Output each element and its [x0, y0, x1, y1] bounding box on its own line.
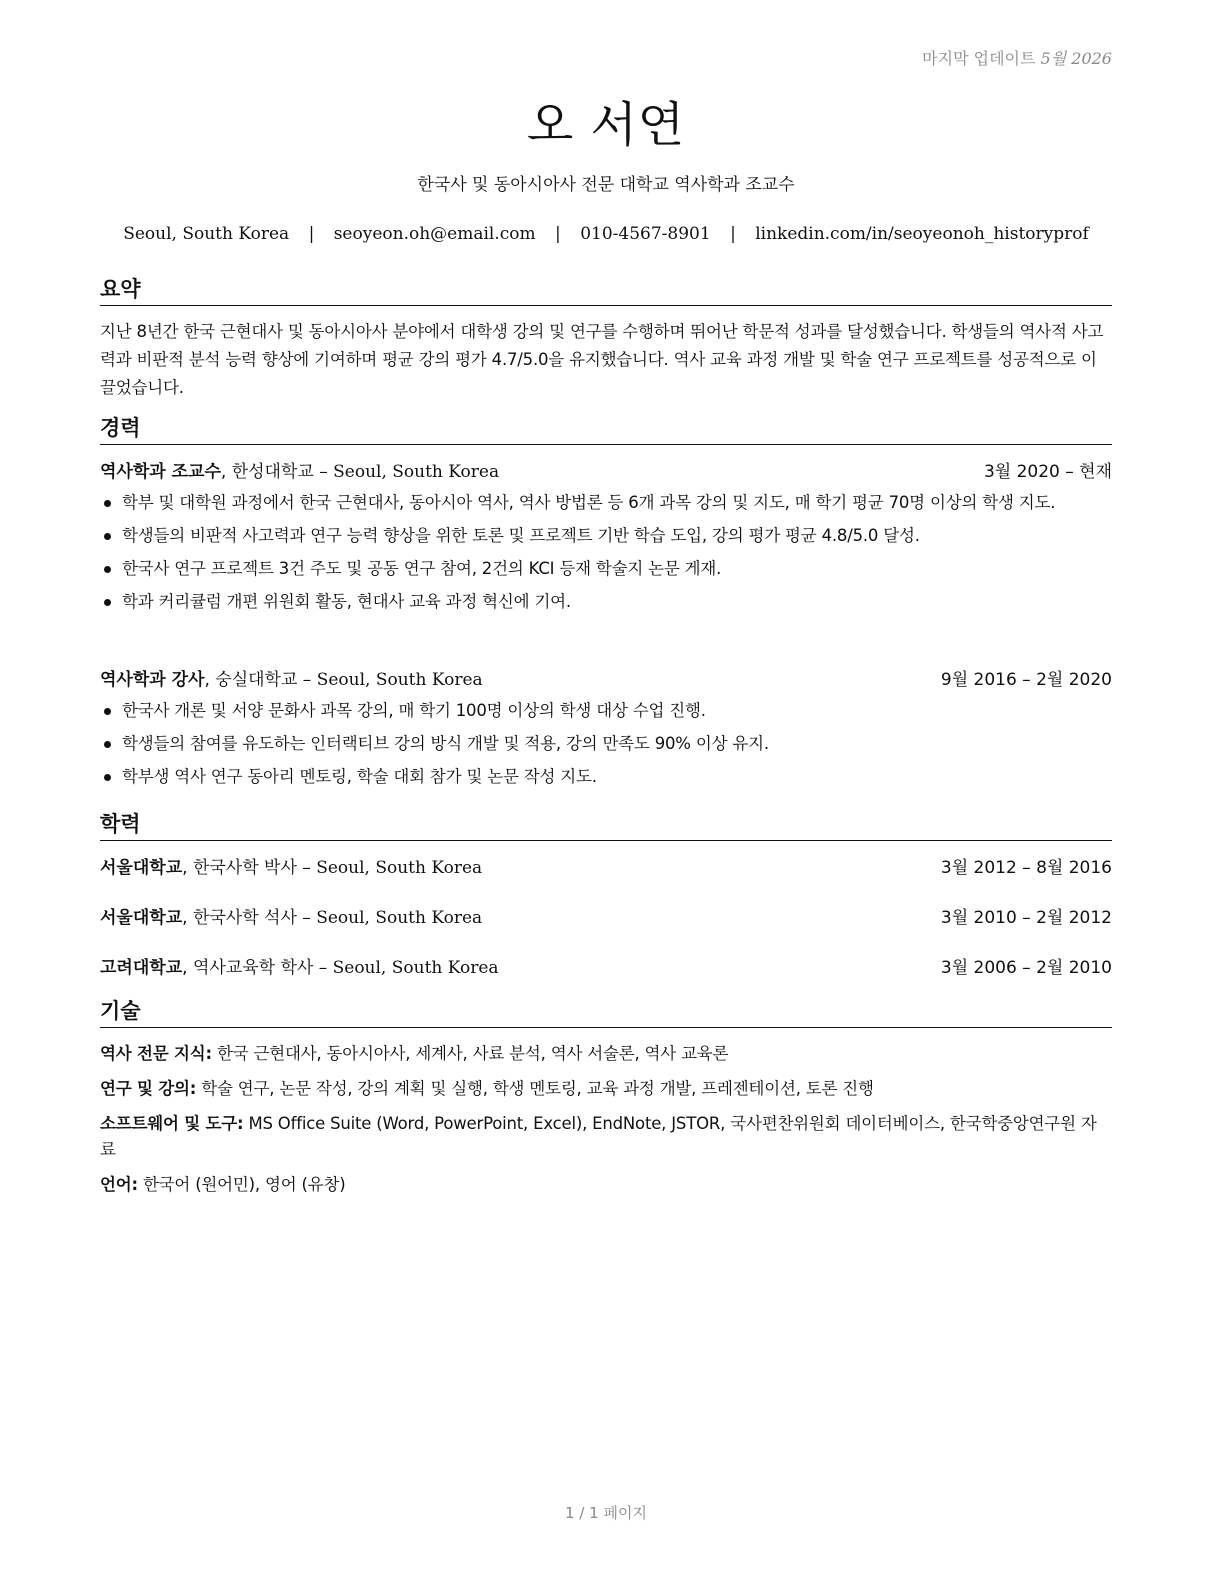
contact-email[interactable]: seoyeon.oh@email.com [333, 224, 536, 244]
education-row: 고려대학교, 역사교육학 학사 – Seoul, South Korea 3월 2006 – 2월 2010 [100, 958, 1112, 978]
list-item: 학부생 역사 연구 동아리 멘토링, 학술 대회 참가 및 논문 작성 지도. [100, 764, 1112, 790]
tagline: 한국사 및 동아시아사 전문 대학교 역사학과 조교수 [417, 175, 795, 195]
list-item: 학생들의 참여를 유도하는 인터랙티브 강의 방식 개발 및 적용, 강의 만족도 90% 이상 유지. [100, 731, 1112, 757]
contact-separator: | [555, 224, 561, 244]
skill-value: 한국 근현대사, 동아시아사, 세계사, 사료 분석, 역사 서술론, 역사 교육론 [216, 1044, 729, 1063]
education-dates: 3월 2010 – 2월 2012 [940, 908, 1112, 928]
education-school: 고려대학교 [100, 958, 183, 978]
person-name: 오 서연 [526, 97, 686, 153]
resume-page [100, 0, 1112, 1584]
page-number: 1 / 1 페이지 [565, 1504, 647, 1522]
job-role: 역사학과 강사 [100, 670, 205, 690]
education-degree: 역사교육학 학사 [192, 958, 314, 978]
job-entry [100, 460, 1112, 622]
contact-linkedin[interactable]: linkedin.com/in/seoyeonoh_historyprof [755, 224, 1089, 244]
job-location: Seoul, South Korea [333, 462, 500, 482]
education-school: 서울대학교 [100, 858, 183, 878]
list-item: 학과 커리큘럼 개편 위원회 활동, 현대사 교육 과정 혁신에 기여. [100, 589, 1112, 615]
job-org: 한성대학교 [231, 462, 314, 482]
education-degree: 한국사학 석사 [192, 908, 297, 928]
contact-separator: | [308, 224, 315, 244]
list-item: 학생들의 비판적 사고력과 연구 능력 향상을 위한 토론 및 프로젝트 기반 학습 도입, 강의 평가 평균 4.8/5.0 달성. [100, 523, 1112, 549]
skill-value: MS Office Suite (Word, PowerPoint, Excel), EndNote, JSTOR, 국사편찬위원회 데이터베이스, 한국학중앙연구원 자료 [100, 1114, 1097, 1159]
list-item: 한국사 연구 프로젝트 3건 주도 및 공동 연구 참여, 2건의 KCI 등재 학술지 논문 게재. [100, 556, 1112, 582]
education-location: Seoul, South Korea [316, 908, 483, 928]
last-updated-prefix: 마지막 업데이트 [922, 49, 1036, 68]
job-header: 역사학과 강사, 숭실대학교 – Seoul, South Korea 9월 2016 – 2월 2020 [100, 670, 1112, 690]
section-title-summary: 요약 [100, 276, 1112, 306]
skills-list [100, 1041, 1112, 1207]
last-updated-date: 5월 2026 [1040, 49, 1112, 68]
skill-row [100, 1172, 1112, 1198]
education-dates: 3월 2006 – 2월 2010 [940, 958, 1112, 978]
section-title-education: 학력 [100, 811, 1112, 841]
skill-label: 역사 전문 지식: [100, 1044, 212, 1063]
section-title-skills: 기술 [100, 998, 1112, 1028]
skill-value: 학술 연구, 논문 작성, 강의 계획 및 실행, 학생 멘토링, 교육 과정 개발, 프레젠테이션, 토론 진행 [201, 1079, 874, 1098]
education-entry [100, 906, 1112, 930]
contact-location: Seoul, South Korea [123, 224, 290, 244]
job-role: 역사학과 조교수 [100, 462, 221, 482]
job-bullets [100, 490, 1112, 615]
skill-row [100, 1076, 1112, 1102]
education-row: 서울대학교, 한국사학 박사 – Seoul, South Korea 3월 2012 – 8월 2016 [100, 858, 1112, 878]
education-location: Seoul, South Korea [316, 858, 483, 878]
education-row: 서울대학교, 한국사학 석사 – Seoul, South Korea 3월 2010 – 2월 2012 [100, 908, 1112, 928]
contact-phone: 010-4567-8901 [580, 224, 711, 244]
education-degree: 한국사학 박사 [192, 858, 297, 878]
skill-label: 소프트웨어 및 도구: [100, 1114, 244, 1133]
education-entry [100, 856, 1112, 880]
job-org: 숭실대학교 [215, 670, 298, 690]
list-item: 한국사 개론 및 서양 문화사 과목 강의, 매 학기 100명 이상의 학생 대상 수업 진행. [100, 698, 1112, 724]
list-item: 학부 및 대학원 과정에서 한국 근현대사, 동아시아 역사, 역사 방법론 등 6개 과목 강의 및 지도, 매 학기 평균 70명 이상의 학생 지도. [100, 490, 1112, 516]
job-bullets [100, 698, 1112, 790]
education-dates: 3월 2012 – 8월 2016 [940, 858, 1112, 878]
last-updated [922, 46, 1112, 69]
contact-separator: | [730, 224, 736, 244]
job-entry [100, 668, 1112, 797]
job-dates: 9월 2016 – 2월 2020 [940, 670, 1112, 690]
job-location: Seoul, South Korea [316, 670, 483, 690]
job-header: 역사학과 조교수, 한성대학교 – Seoul, South Korea 3월 2020 – 현재 [100, 462, 1112, 482]
education-location: Seoul, South Korea [332, 958, 499, 978]
skill-label: 연구 및 강의: [100, 1079, 197, 1098]
skill-label: 언어: [100, 1175, 138, 1194]
education-entry [100, 956, 1112, 980]
skill-row [100, 1111, 1112, 1163]
job-dates: 3월 2020 – 현재 [983, 462, 1112, 482]
section-title-experience: 경력 [100, 415, 1112, 445]
skill-value: 한국어 (원어민), 영어 (유창) [142, 1175, 346, 1194]
skill-row [100, 1041, 1112, 1067]
summary-text: 지난 8년간 한국 근현대사 및 동아시아사 분야에서 대학생 강의 및 연구를 수행하며 뛰어난 학문적 성과를 달성했습니다. 학생들의 역사적 사고력과 비판적 분석 능력 향상에 기여하며 평균 강의 평가 4.7/5.0을 유지했습니다. 역사 교육 과정 개발 및 학술 연구 프로젝트를 성공적으로 이끌었습니다. [100, 322, 1104, 397]
contact-line [90, 224, 1122, 244]
education-school: 서울대학교 [100, 908, 183, 928]
